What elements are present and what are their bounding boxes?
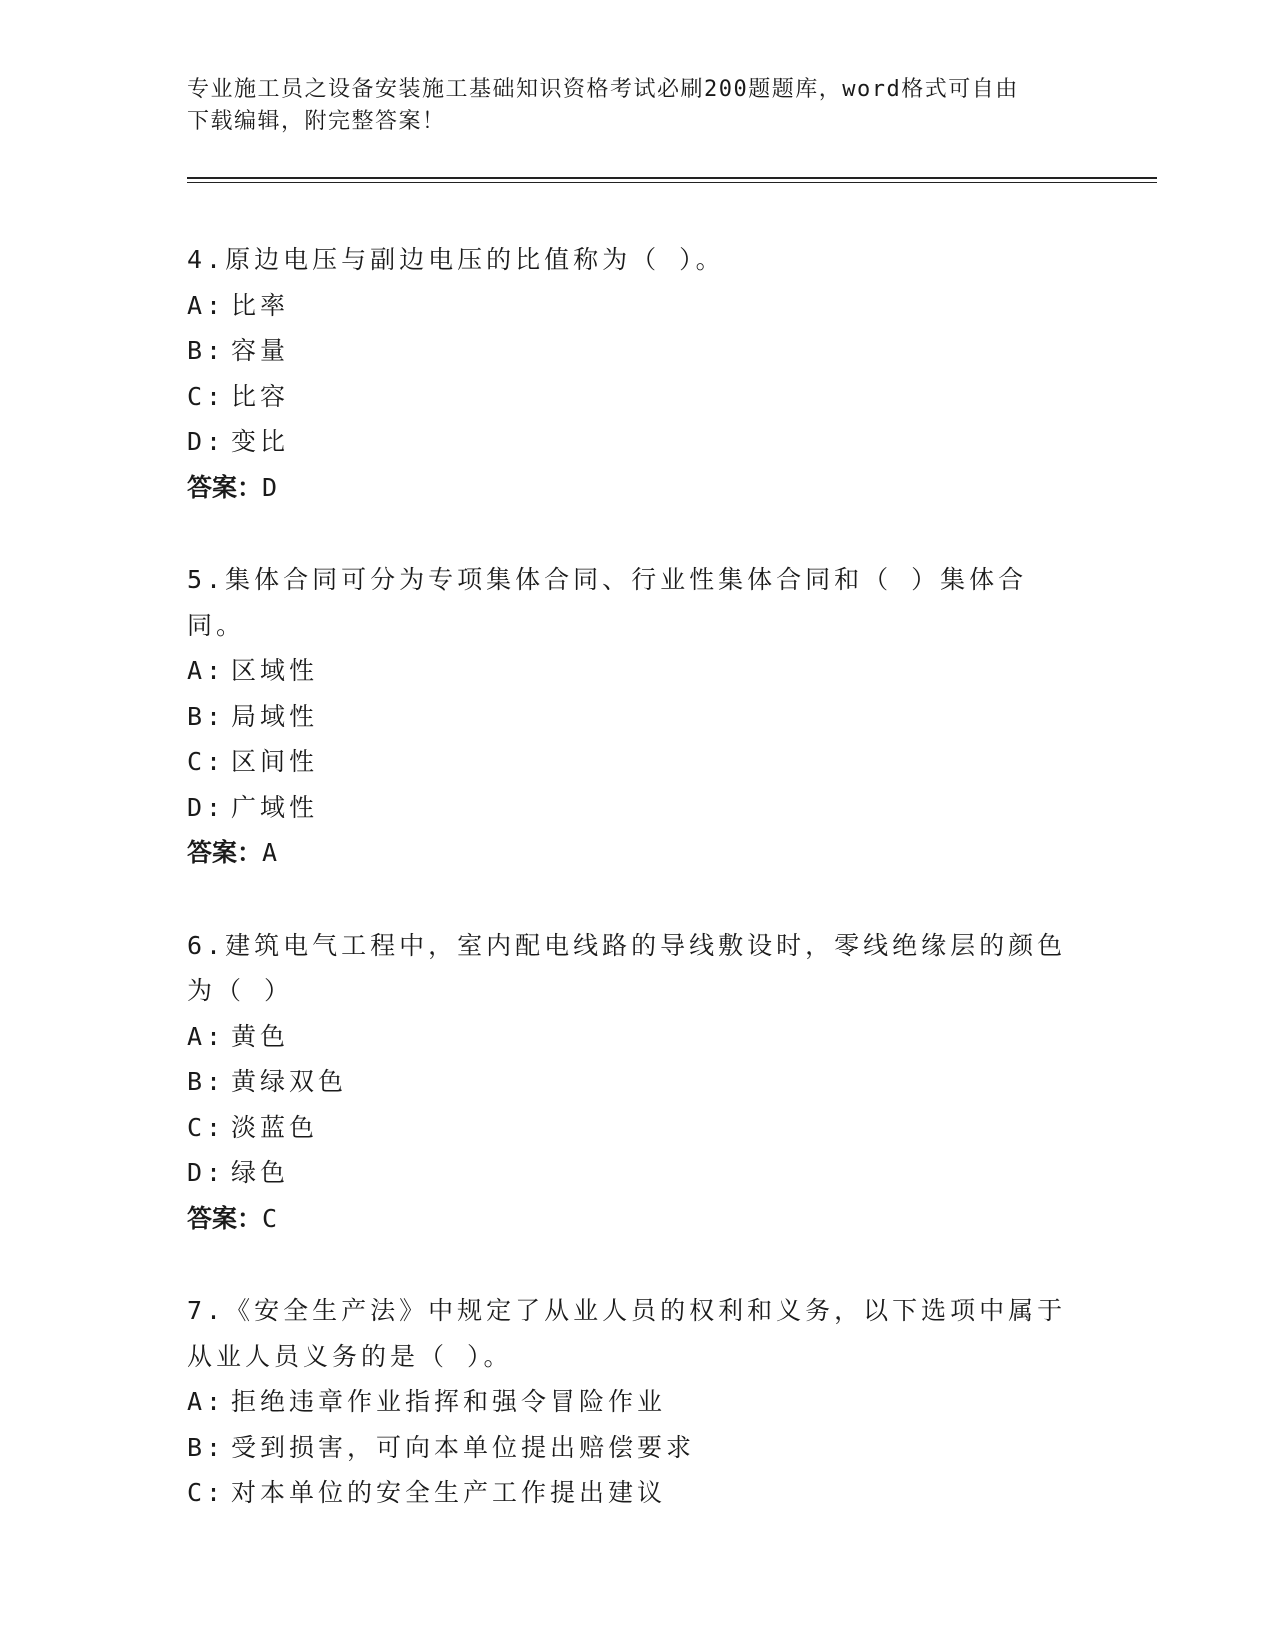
option-text: 广域性 <box>231 792 319 822</box>
option-text: 拒绝违章作业指挥和强令冒险作业 <box>231 1387 667 1416</box>
question-5 <box>187 557 1067 876</box>
option-c <box>187 1470 1067 1516</box>
option-text: 局域性 <box>231 701 319 731</box>
answer-line <box>187 465 1067 511</box>
option-a <box>187 1014 1067 1060</box>
option-text: 变比 <box>231 427 290 456</box>
option-letter: B: <box>187 336 226 365</box>
option-letter: C: <box>187 1478 226 1507</box>
document-header <box>187 74 1067 138</box>
question-stem: 5.集体合同可分为专项集体合同、行业性集体合同和（ ）集体合同。 <box>187 565 1028 640</box>
option-a <box>187 283 1067 329</box>
option-letter: A: <box>187 656 226 685</box>
option-letter: D: <box>187 792 226 822</box>
answer-value: D <box>262 472 280 502</box>
option-d <box>187 785 1067 831</box>
option-letter: B: <box>187 1067 226 1096</box>
option-d <box>187 419 1067 465</box>
option-letter: C: <box>187 747 226 776</box>
option-a <box>187 1379 1067 1425</box>
option-text: 黄绿双色 <box>231 1067 348 1096</box>
option-c <box>187 374 1067 420</box>
option-c <box>187 1105 1067 1151</box>
question-stem-line-2: 从业人员义务的是（ ）。 <box>187 1341 513 1371</box>
answer-label: 答案： <box>187 1203 263 1233</box>
option-c <box>187 739 1067 785</box>
answer-label: 答案： <box>187 838 263 867</box>
option-letter: C: <box>187 381 226 411</box>
answer-label: 答案： <box>187 472 263 502</box>
question-list <box>187 237 1067 1563</box>
option-text: 区域性 <box>231 656 319 685</box>
header-line-2: 下载编辑，附完整答案！ <box>187 109 446 134</box>
option-b <box>187 1425 1067 1471</box>
option-text: 绿色 <box>231 1158 290 1187</box>
option-text: 受到损害，可向本单位提出赔偿要求 <box>231 1432 696 1462</box>
option-text: 淡蓝色 <box>231 1112 319 1142</box>
option-letter: D: <box>187 1158 226 1187</box>
option-letter: C: <box>187 1112 226 1142</box>
option-text: 区间性 <box>231 747 319 776</box>
option-b <box>187 328 1067 374</box>
option-text: 比率 <box>231 290 290 320</box>
option-letter: A: <box>187 1021 226 1051</box>
question-7 <box>187 1288 1067 1516</box>
header-divider-thin <box>187 182 1157 183</box>
option-text: 黄色 <box>231 1021 290 1051</box>
option-letter: A: <box>187 290 226 320</box>
question-4 <box>187 237 1067 510</box>
answer-line <box>187 830 1067 876</box>
option-text: 对本单位的安全生产工作提出建议 <box>231 1478 667 1507</box>
option-letter: B: <box>187 1432 226 1462</box>
option-letter: A: <box>187 1387 226 1416</box>
option-letter: D: <box>187 427 226 456</box>
answer-line <box>187 1196 1067 1242</box>
question-6 <box>187 923 1067 1242</box>
option-d <box>187 1150 1067 1196</box>
option-b <box>187 1059 1067 1105</box>
option-b <box>187 694 1067 740</box>
answer-value: A <box>262 838 280 867</box>
question-stem-line-1: 6.建筑电气工程中，室内配电线路的导线敷设时，零线绝缘层的颜色 <box>187 930 1067 960</box>
answer-value: C <box>262 1203 280 1233</box>
option-text: 比容 <box>231 381 290 411</box>
question-stem-line-1: 7.《安全生产法》中规定了从业人员的权利和义务，以下选项中属于 <box>187 1296 1067 1325</box>
question-stem-line-2: 为（ ） <box>187 976 294 1005</box>
header-divider-thick <box>187 177 1157 179</box>
option-text: 容量 <box>231 336 290 365</box>
option-a <box>187 648 1067 694</box>
question-stem: 4.原边电压与副边电压的比值称为（ ）。 <box>187 245 725 274</box>
header-line-1: 专业施工员之设备安装施工基础知识资格考试必刷200题题库，word格式可自由 <box>187 77 1019 102</box>
option-letter: B: <box>187 701 226 731</box>
